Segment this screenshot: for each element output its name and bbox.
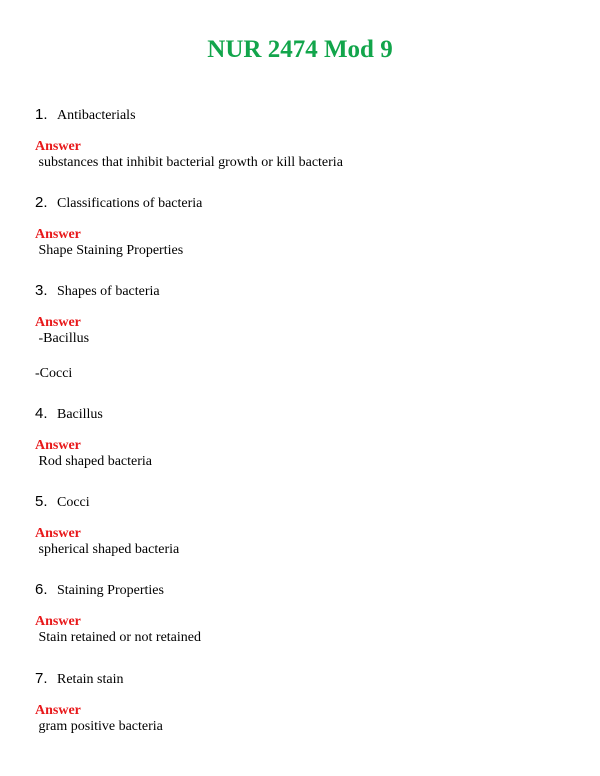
question-text: Classifications of bacteria bbox=[57, 196, 203, 211]
answer-text: Stain retained or not retained bbox=[35, 630, 201, 645]
question-text: Cocci bbox=[57, 495, 90, 510]
question-number: 5. bbox=[35, 493, 48, 510]
question-text: Shapes of bacteria bbox=[57, 284, 160, 299]
answer-text: Shape Staining Properties bbox=[35, 243, 184, 258]
question-number: 4. bbox=[35, 405, 48, 422]
question-1 bbox=[35, 105, 575, 125]
question-number: 6. bbox=[35, 581, 48, 598]
answer-text: spherical shaped bacteria bbox=[35, 542, 180, 557]
question-text: Antibacterials bbox=[57, 108, 136, 123]
page-title: NUR 2474 Mod 9 bbox=[207, 36, 393, 63]
answer-text: substances that inhibit bacterial growth or kill bacteria bbox=[35, 155, 343, 170]
answer-label: Answer bbox=[35, 614, 81, 629]
question-6 bbox=[35, 580, 575, 600]
answer-text: Rod shaped bacteria bbox=[35, 454, 153, 469]
answer-label: Answer bbox=[35, 227, 81, 242]
answer-label: Answer bbox=[35, 438, 81, 453]
answer-label: Answer bbox=[35, 315, 81, 330]
answer-label: Answer bbox=[35, 703, 81, 718]
question-text: Retain stain bbox=[57, 672, 124, 687]
question-number: 3. bbox=[35, 282, 48, 299]
answer-text: gram positive bacteria bbox=[35, 719, 163, 734]
question-7 bbox=[35, 669, 575, 689]
answer-label: Answer bbox=[35, 526, 81, 541]
question-number: 7. bbox=[35, 670, 48, 687]
question-text: Bacillus bbox=[57, 407, 103, 422]
question-2 bbox=[35, 193, 575, 213]
question-4 bbox=[35, 404, 575, 424]
question-5 bbox=[35, 492, 575, 512]
question-3 bbox=[35, 281, 575, 301]
answer-label: Answer bbox=[35, 139, 81, 154]
answer-text: -Bacillus bbox=[35, 331, 90, 346]
question-number: 1. bbox=[35, 106, 48, 123]
answer-text: -Cocci bbox=[35, 366, 73, 381]
question-text: Staining Properties bbox=[57, 583, 164, 598]
question-number: 2. bbox=[35, 194, 48, 211]
